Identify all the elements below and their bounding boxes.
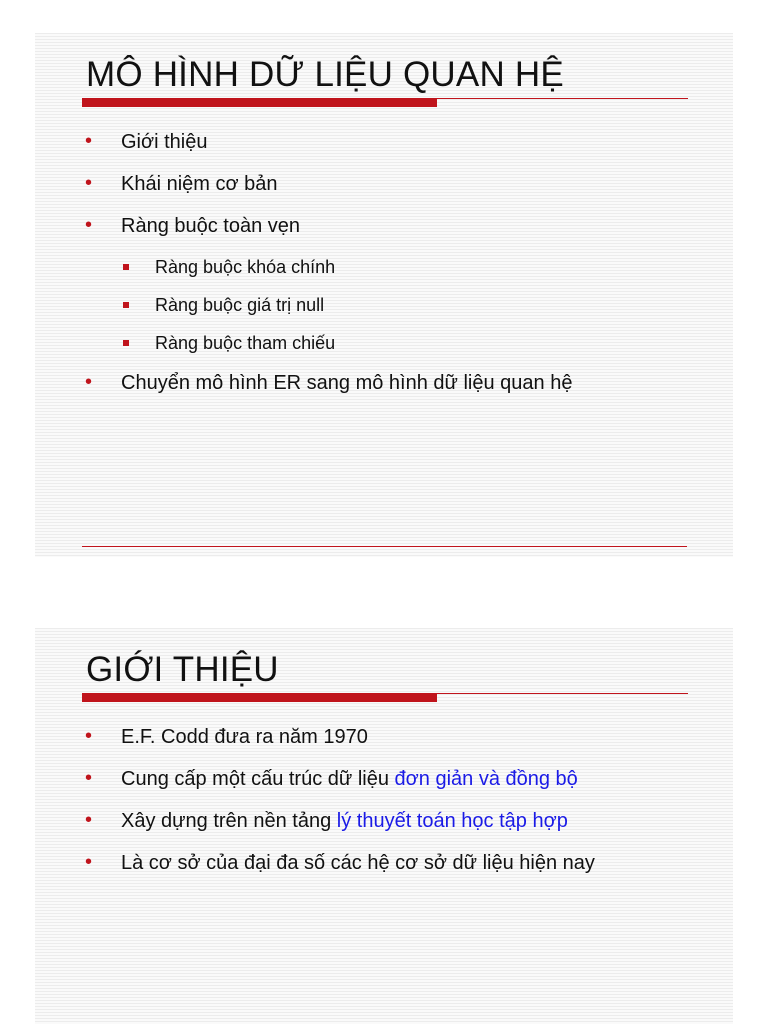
bullet-text: E.F. Codd đưa ra năm 1970 bbox=[121, 726, 368, 748]
sub-bullet-text: Ràng buộc giá trị null bbox=[155, 295, 325, 315]
bullet-item bbox=[85, 214, 301, 238]
bullet-square-icon bbox=[123, 302, 129, 308]
sub-bullet-item bbox=[155, 333, 335, 354]
highlighted-text: đơn giản và đồng bộ bbox=[394, 768, 578, 790]
bullet-dot-icon: • bbox=[85, 725, 93, 747]
bullet-item bbox=[85, 172, 278, 196]
bullet-text: Chuyển mô hình ER sang mô hình dữ liệu quan hệ bbox=[121, 372, 573, 394]
bullet-item bbox=[85, 809, 568, 833]
slide-title: GIỚI THIỆU bbox=[86, 650, 279, 689]
bullet-dot-icon: • bbox=[85, 851, 93, 873]
slide-1 bbox=[35, 33, 733, 557]
title-underline-thick bbox=[82, 693, 437, 702]
bullet-item bbox=[85, 767, 578, 791]
bullet-dot-icon: • bbox=[85, 809, 93, 831]
bullet-text: Là cơ sở của đại đa số các hệ cơ sở dữ liệu hiện nay bbox=[121, 852, 595, 874]
footer-rule bbox=[82, 546, 687, 547]
title-underline-thick bbox=[82, 98, 437, 107]
title-underline-thin bbox=[437, 98, 688, 99]
bullet-dot-icon: • bbox=[85, 767, 93, 789]
bullet-text: Xây dựng trên nền tảng bbox=[121, 810, 337, 832]
sub-bullet-item bbox=[155, 295, 324, 316]
highlighted-text: lý thuyết toán học tập hợp bbox=[336, 810, 568, 832]
bullet-dot-icon: • bbox=[85, 371, 93, 393]
bullet-dot-icon: • bbox=[85, 130, 93, 152]
sub-bullet-text: Ràng buộc tham chiếu bbox=[155, 333, 336, 353]
bullet-item bbox=[85, 725, 368, 749]
bullet-text: Ràng buộc toàn vẹn bbox=[121, 215, 301, 237]
slide-title: MÔ HÌNH DỮ LIỆU QUAN HỆ bbox=[86, 55, 564, 94]
bullet-square-icon bbox=[123, 264, 129, 270]
bullet-dot-icon: • bbox=[85, 172, 93, 194]
bullet-text: Giới thiệu bbox=[121, 131, 208, 153]
sub-bullet-text: Ràng buộc khóa chính bbox=[155, 257, 336, 277]
title-underline-thin bbox=[437, 693, 688, 694]
bullet-dot-icon: • bbox=[85, 214, 93, 236]
sub-bullet-item bbox=[155, 257, 335, 278]
bullet-item bbox=[85, 371, 573, 395]
slide-2 bbox=[35, 628, 733, 1024]
bullet-text: Cung cấp một cấu trúc dữ liệu bbox=[121, 768, 395, 790]
bullet-text: Khái niệm cơ bản bbox=[121, 173, 278, 195]
bullet-square-icon bbox=[123, 340, 129, 346]
bullet-item bbox=[85, 851, 595, 875]
bullet-item bbox=[85, 130, 208, 154]
